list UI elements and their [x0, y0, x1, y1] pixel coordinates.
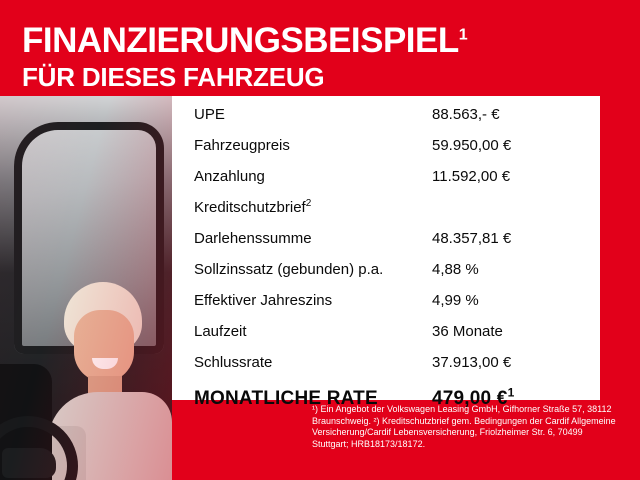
row-value: 88.563,- € — [432, 106, 500, 123]
table-row — [194, 261, 586, 292]
row-label: UPE — [194, 106, 225, 123]
row-label: Schlussrate — [194, 354, 273, 371]
headline-block — [22, 22, 622, 92]
table-row — [194, 230, 586, 261]
table-row — [194, 354, 586, 385]
row-value: 36 Monate — [432, 323, 503, 340]
headline-line-2: FÜR DIESES FAHRZEUG — [22, 62, 325, 92]
photo-red-overlay — [0, 96, 172, 480]
table-row — [194, 323, 586, 354]
vehicle-photo — [0, 96, 172, 480]
finance-table-panel — [172, 96, 600, 409]
footnote-text: ¹) Ein Angebot der Volkswagen Leasing GmbH, Gifhorner Straße 57, 38112 Braunschweig. ²) Kreditschutzbrief gem. Bedingungen der Cardif Allgemeine Versicherung/Cardif Lebensversicherung, Friolzheimer Str. 6, 70499 Stuttgart; HRB18173/18172. — [312, 404, 616, 449]
row-footnote-marker: 2 — [305, 198, 312, 209]
table-row — [194, 292, 586, 323]
table-row — [194, 199, 586, 230]
monthly-rate-amount: 479,00 € — [432, 388, 508, 409]
row-label: Laufzeit — [194, 323, 247, 340]
monthly-rate-footnote-marker: 1 — [507, 385, 515, 400]
row-value: 11.592,00 € — [432, 168, 511, 185]
finance-table — [194, 106, 586, 422]
table-row — [194, 137, 586, 168]
headline-line-1 — [22, 22, 622, 60]
headline-line-1-text: FINANZIERUNGSBEISPIEL — [22, 21, 459, 60]
row-label: Anzahlung — [194, 168, 265, 185]
row-label-text: Kreditschutzbrief — [194, 199, 306, 216]
row-label: Fahrzeugpreis — [194, 137, 290, 154]
row-value: 37.913,00 € — [432, 354, 512, 371]
row-label: Sollzinssatz (gebunden) p.a. — [194, 261, 384, 278]
row-label: Effektiver Jahreszins — [194, 292, 333, 309]
table-row — [194, 168, 586, 199]
row-value: 59.950,00 € — [432, 137, 512, 154]
table-row — [194, 106, 586, 137]
row-label: Darlehenssumme — [194, 230, 312, 247]
row-label — [194, 199, 432, 216]
headline-footnote-marker: 1 — [458, 26, 468, 44]
row-value: 4,99 % — [432, 292, 479, 309]
monthly-rate-label: MONATLICHE RATE — [194, 388, 378, 409]
row-value: 4,88 % — [432, 261, 479, 278]
row-value: 48.357,81 € — [432, 230, 512, 247]
